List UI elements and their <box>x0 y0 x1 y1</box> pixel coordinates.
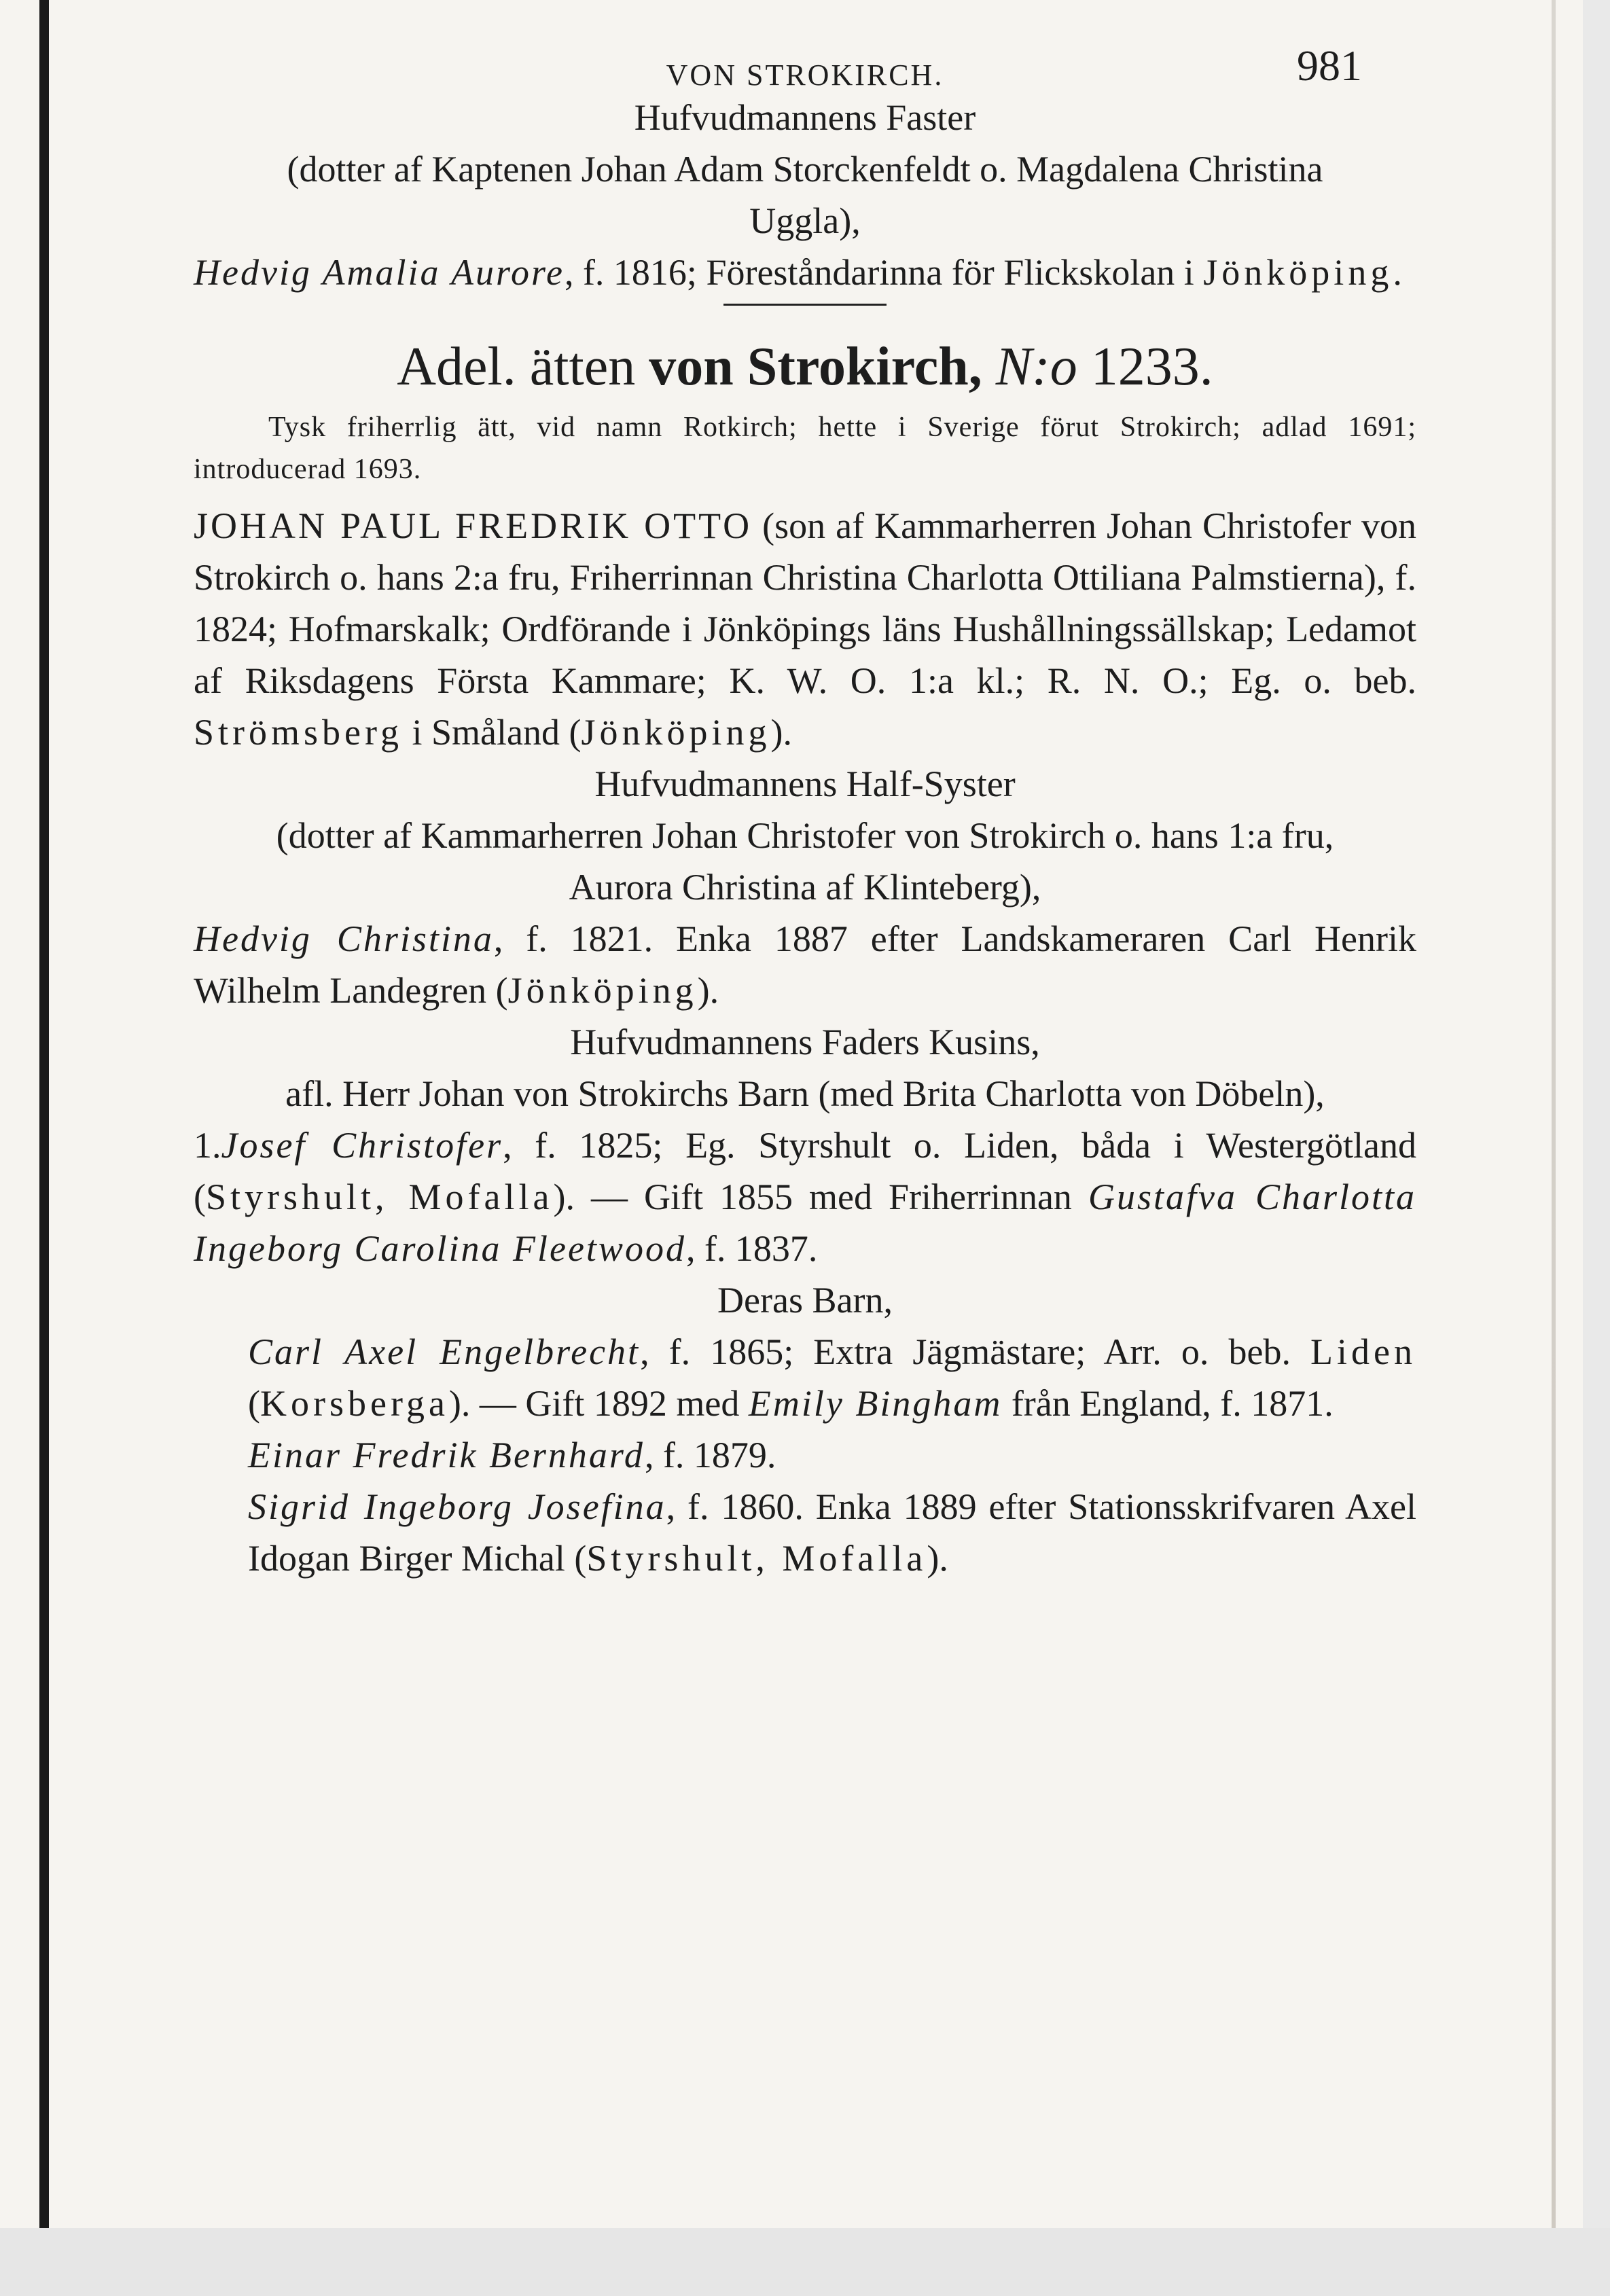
section-heading-half-sister: Hufvudmannens Half-Syster <box>594 764 1016 804</box>
head-of-family-entry <box>194 500 1416 758</box>
page-number: 981 <box>1297 41 1362 90</box>
title-number: 1233. <box>1090 337 1213 397</box>
family-title <box>194 333 1416 401</box>
title-prefix: Adel. ätten <box>397 337 649 397</box>
entry-text: ( <box>248 1383 260 1424</box>
entry-text: ). <box>927 1538 948 1579</box>
entry-text: , f. 1837. <box>685 1228 818 1269</box>
entry-text: , f. 1825; Eg. Styrshult o. Liden, båda i Westergötland ( <box>194 1125 1416 1217</box>
person-name: Carl Axel Engelbrecht <box>248 1331 641 1372</box>
family-intro: Tysk friherrlig ätt, vid namn Rotkirch; hette i Sverige förut Strokirch; adlad 1691; introducerad 1693. <box>194 412 1416 485</box>
child-entry <box>194 1429 1416 1481</box>
half-sister-parents: (dotter af Kammarherren Johan Christofer von Strokirch o. hans 1:a fru, Aurora Christina af Klinteberg), <box>276 815 1334 908</box>
entry-number: 1. <box>194 1125 221 1166</box>
entry-text: i Småland ( <box>403 712 582 753</box>
person-name: Einar Fredrik Bernhard <box>248 1435 645 1475</box>
entry-text: , f. 1865; Extra Jägmästare; Arr. o. beb. <box>640 1331 1311 1372</box>
cousins-subheading: afl. Herr Johan von Strokirchs Barn (med Brita Charlotta von Döbeln), <box>285 1073 1325 1114</box>
half-sister-entry <box>194 913 1416 1016</box>
children-heading: Deras Barn, <box>717 1280 893 1321</box>
head-name: JOHAN PAUL FREDRIK OTTO <box>194 505 753 546</box>
estate-name: Liden <box>1310 1331 1416 1372</box>
cousin-entry <box>194 1119 1416 1274</box>
person-name: Josef Christofer <box>221 1125 503 1166</box>
faster-entry <box>194 247 1416 298</box>
title-family: von Strokirch, <box>649 337 982 397</box>
place-name: Jönköping <box>581 712 771 753</box>
place-name: Styrshult, Mofalla <box>205 1177 554 1217</box>
entry-text: . <box>1393 252 1402 293</box>
spouse-name: Gustafva Charlotta Ingeborg Carolina Fleetwood <box>194 1177 1416 1269</box>
entry-text: ). — Gift 1892 med <box>448 1383 749 1424</box>
entry-text: , f. 1816; Föreståndarinna för Flickskolan i <box>564 252 1204 293</box>
entry-text: , f. 1879. <box>644 1435 776 1475</box>
place-name: Jönköping <box>1203 252 1393 293</box>
section-heading-cousins: Hufvudmannens Faders Kusins, <box>570 1022 1040 1062</box>
child-entry <box>194 1326 1416 1429</box>
section-divider <box>723 304 887 306</box>
entry-text: , f. 1821. Enka 1887 efter Landskameraren Carl Henrik Wilhelm Landegren ( <box>194 918 1416 1011</box>
page-header <box>194 31 1416 92</box>
book-spine-edge <box>39 0 49 2228</box>
place-name: Styrshult, Mofalla <box>586 1538 927 1579</box>
place-name: Jönköping <box>507 970 698 1011</box>
page-content <box>194 31 1416 1584</box>
entry-text: (son af Kammarherren Johan Christofer von Strokirch o. hans 2:a fru, Friherrinnan Christina Charlotta Ottiliana Palmstierna), f. 1824; Hofmarskalk; Ordförande i Jönköpings läns Hushållningssällskap; Ledamot af Riksdagens Första Kammare; K. W. O. 1:a kl.; R. N. O.; Eg. o. beb. <box>194 505 1416 701</box>
child-entry <box>194 1481 1416 1584</box>
entry-text: från England, f. 1871. <box>1002 1383 1334 1424</box>
running-title: VON STROKIRCH. <box>666 58 944 92</box>
spouse-name: Emily Bingham <box>748 1383 1003 1424</box>
scan-bottom-margin <box>0 2228 1610 2296</box>
entry-text: ). <box>770 712 792 753</box>
entry-text: ). <box>697 970 719 1011</box>
section-heading-faster: Hufvudmannens Faster <box>634 97 976 138</box>
person-name: Sigrid Ingeborg Josefina <box>248 1486 666 1527</box>
entry-text: , f. 1860. Enka 1889 efter Stationsskrifvaren Axel Idogan Birger Michal ( <box>248 1486 1416 1579</box>
title-number-label: N:o <box>995 337 1077 397</box>
estate-name: Strömsberg <box>194 712 404 753</box>
entry-text: ). — Gift 1855 med Friherrinnan <box>553 1177 1088 1217</box>
person-name: Hedvig Christina <box>194 918 494 959</box>
page-edge-shadow <box>1552 0 1556 2228</box>
faster-parents: (dotter af Kaptenen Johan Adam Storckenfeldt o. Magdalena Christina Uggla), <box>287 149 1323 241</box>
person-name: Hedvig Amalia Aurore <box>194 252 565 293</box>
place-name: Korsberga <box>260 1383 449 1424</box>
